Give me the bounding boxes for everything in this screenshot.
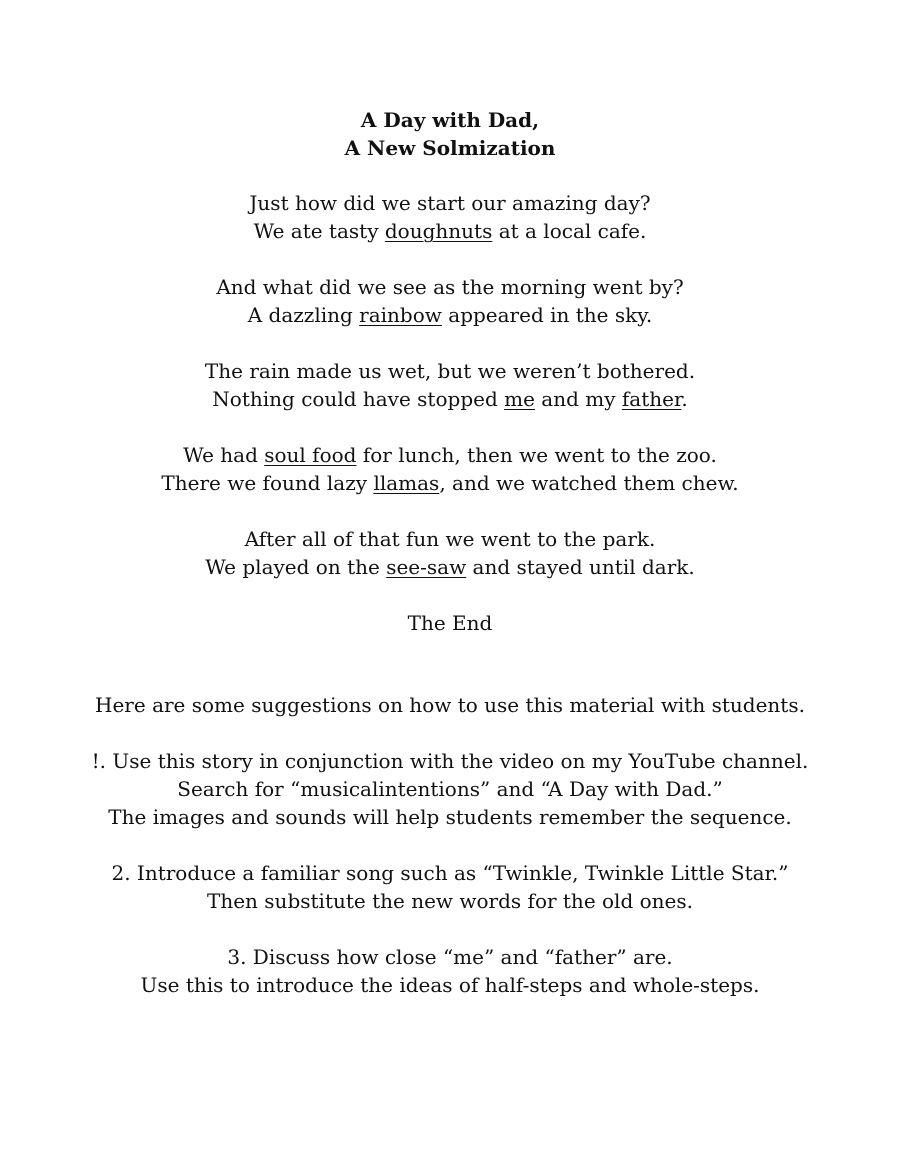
suggestion-line: Then substitute the new words for the old ones. [207, 889, 693, 913]
poem-line: Just how did we start our amazing day? [249, 191, 651, 215]
line-text: appeared in the sky. [441, 303, 653, 327]
underlined-word: father [621, 387, 682, 411]
poem-stanza-3 [0, 357, 900, 413]
poem-line: And what did we see as the morning went by? [216, 275, 684, 299]
line-text: . [681, 387, 688, 411]
underlined-word: see-saw [386, 555, 467, 579]
poem-line [0, 301, 900, 329]
suggestions-section [0, 691, 900, 1027]
title-line-2: A New Solmization [344, 136, 556, 160]
underlined-word: doughnuts [384, 219, 493, 243]
suggestion-line: 2. Introduce a familiar song such as “Twinkle, Twinkle Little Star.” [111, 861, 789, 885]
poem-line [0, 385, 900, 413]
line-text: We had [183, 443, 265, 467]
underlined-word: soul food [264, 443, 357, 467]
suggestion-line: !. Use this story in conjunction with the video on my YouTube channel. [91, 749, 809, 773]
line-text: at a local cafe. [492, 219, 647, 243]
line-text: There we found lazy [161, 471, 374, 495]
line-text: and stayed until dark. [466, 555, 695, 579]
line-text: We played on the [205, 555, 387, 579]
suggestion-item-2 [0, 859, 900, 915]
suggestion-line: Search for “musicalintentions” and “A Day with Dad.” [177, 777, 723, 801]
suggestions-intro-line: Here are some suggestions on how to use this material with students. [95, 693, 805, 717]
poem-line [0, 553, 900, 581]
poem-stanza-1 [0, 189, 900, 245]
suggestion-item-1 [0, 747, 900, 831]
underlined-word: me [504, 387, 535, 411]
suggestions-intro [0, 691, 900, 719]
the-end-line: The End [407, 611, 493, 635]
poem-line: After all of that fun we went to the park. [244, 527, 656, 551]
suggestion-item-3 [0, 943, 900, 999]
poem-stanza-4 [0, 441, 900, 497]
poem-stanza-5 [0, 525, 900, 581]
line-text: for lunch, then we went to the zoo. [356, 443, 717, 467]
poem-stanza-2 [0, 273, 900, 329]
suggestion-line: Use this to introduce the ideas of half-steps and whole-steps. [140, 973, 760, 997]
line-text: Nothing could have stopped [212, 387, 505, 411]
suggestion-line: The images and sounds will help students remember the sequence. [108, 805, 792, 829]
poem [0, 189, 900, 637]
line-text: A dazzling [247, 303, 360, 327]
poem-line [0, 217, 900, 245]
suggestion-line: 3. Discuss how close “me” and “father” are. [227, 945, 673, 969]
poem-line [0, 469, 900, 497]
line-text: and my [534, 387, 622, 411]
line-text: , and we watched them chew. [439, 471, 739, 495]
document-title [0, 106, 900, 162]
poem-line [0, 441, 900, 469]
underlined-word: rainbow [359, 303, 442, 327]
title-line-1: A Day with Dad, [360, 108, 540, 132]
line-text: We ate tasty [253, 219, 385, 243]
underlined-word: llamas [373, 471, 440, 495]
poem-line: The rain made us wet, but we weren’t bothered. [204, 359, 696, 383]
